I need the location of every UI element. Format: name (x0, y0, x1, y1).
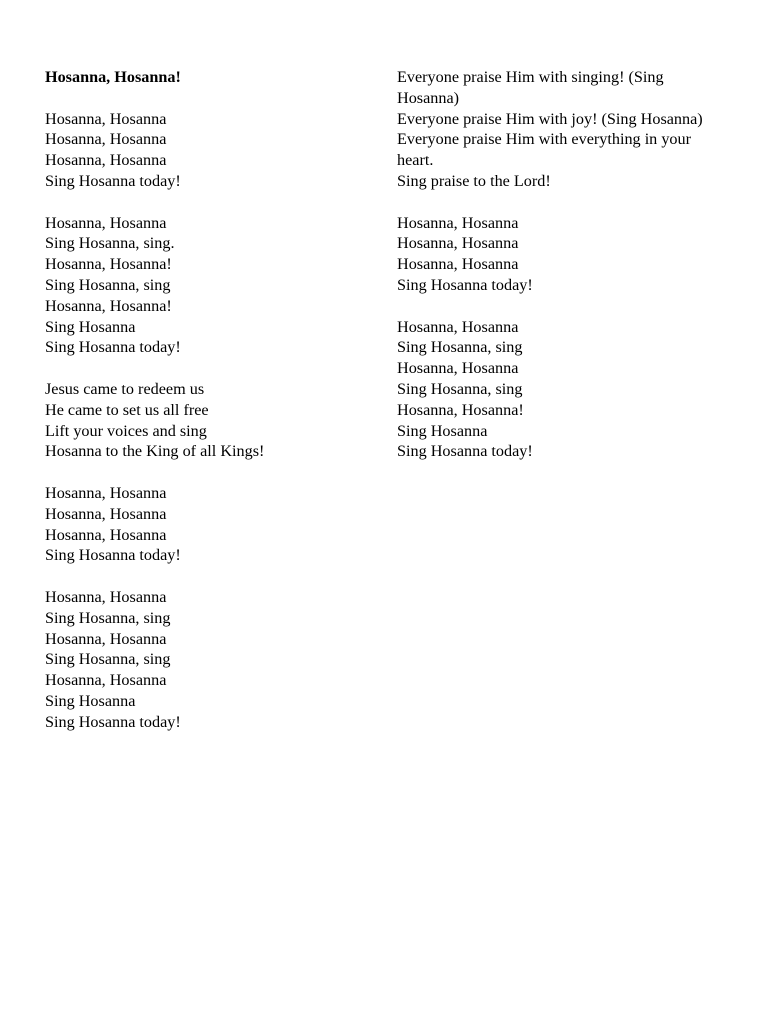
lyric-line: Hosanna, Hosanna! (397, 400, 524, 419)
lyric-line: Sing Hosanna (45, 317, 136, 336)
lyric-line: Everyone praise Him with joy! (Sing Hosanna) (397, 109, 703, 128)
lyric-line: Everyone praise Him with everything in your heart. (397, 130, 691, 170)
stanza (45, 213, 365, 359)
stanza (45, 587, 365, 733)
lyric-line: Sing Hosanna (397, 421, 488, 440)
lyric-line: He came to set us all free (45, 400, 209, 419)
lyric-line: Hosanna, Hosanna (45, 525, 167, 544)
stanza (45, 483, 365, 566)
lyric-line: Sing Hosanna today! (45, 338, 181, 357)
stanza (397, 213, 727, 296)
lyric-line: Hosanna, Hosanna (45, 587, 167, 606)
right-stanza-list (397, 67, 727, 462)
lyric-line: Hosanna, Hosanna (397, 234, 519, 253)
lyric-line: Sing Hosanna today! (45, 712, 181, 731)
lyric-line: Hosanna, Hosanna (397, 255, 519, 274)
lyric-line: Sing Hosanna today! (45, 546, 181, 565)
lyric-line: Hosanna, Hosanna (45, 151, 167, 170)
lyric-line: Sing Hosanna, sing. (45, 234, 175, 253)
lyric-line: Hosanna, Hosanna (397, 359, 519, 378)
lyric-line: Hosanna, Hosanna (45, 504, 167, 523)
stanza (397, 317, 727, 463)
right-column (397, 67, 727, 483)
lyric-line: Hosanna, Hosanna (45, 671, 167, 690)
lyric-line: Hosanna to the King of all Kings! (45, 442, 265, 461)
song-title: Hosanna, Hosanna! (45, 68, 181, 86)
lyric-line: Sing Hosanna, sing (397, 379, 523, 398)
lyric-line: Everyone praise Him with singing! (Sing Hosanna) (397, 68, 664, 107)
lyric-line: Sing praise to the Lord! (397, 171, 551, 190)
left-stanza-list (45, 109, 365, 733)
lyric-line: Hosanna, Hosanna (45, 629, 167, 648)
left-column (45, 67, 365, 753)
lyric-line: Hosanna, Hosanna (45, 130, 167, 149)
stanza (45, 379, 365, 462)
lyric-line: Hosanna, Hosanna (45, 483, 167, 502)
lyric-line: Hosanna, Hosanna (45, 213, 167, 232)
lyric-line: Hosanna, Hosanna (45, 109, 167, 128)
lyric-line: Hosanna, Hosanna! (45, 255, 172, 274)
lyric-line: Sing Hosanna, sing (45, 650, 171, 669)
lyric-line: Hosanna, Hosanna (397, 213, 519, 232)
lyric-line: Sing Hosanna, sing (45, 608, 171, 627)
stanza (45, 109, 365, 192)
lyric-line: Sing Hosanna today! (397, 275, 533, 294)
lyric-line: Jesus came to redeem us (45, 379, 205, 398)
lyric-line: Sing Hosanna, sing (45, 275, 171, 294)
lyric-line: Hosanna, Hosanna! (45, 296, 172, 315)
stanza (397, 67, 727, 192)
lyric-line: Sing Hosanna, sing (397, 338, 523, 357)
lyric-line: Sing Hosanna today! (45, 171, 181, 190)
lyric-line: Sing Hosanna (45, 691, 136, 710)
lyric-line: Lift your voices and sing (45, 421, 207, 440)
lyric-line: Hosanna, Hosanna (397, 317, 519, 336)
lyric-line: Sing Hosanna today! (397, 442, 533, 461)
